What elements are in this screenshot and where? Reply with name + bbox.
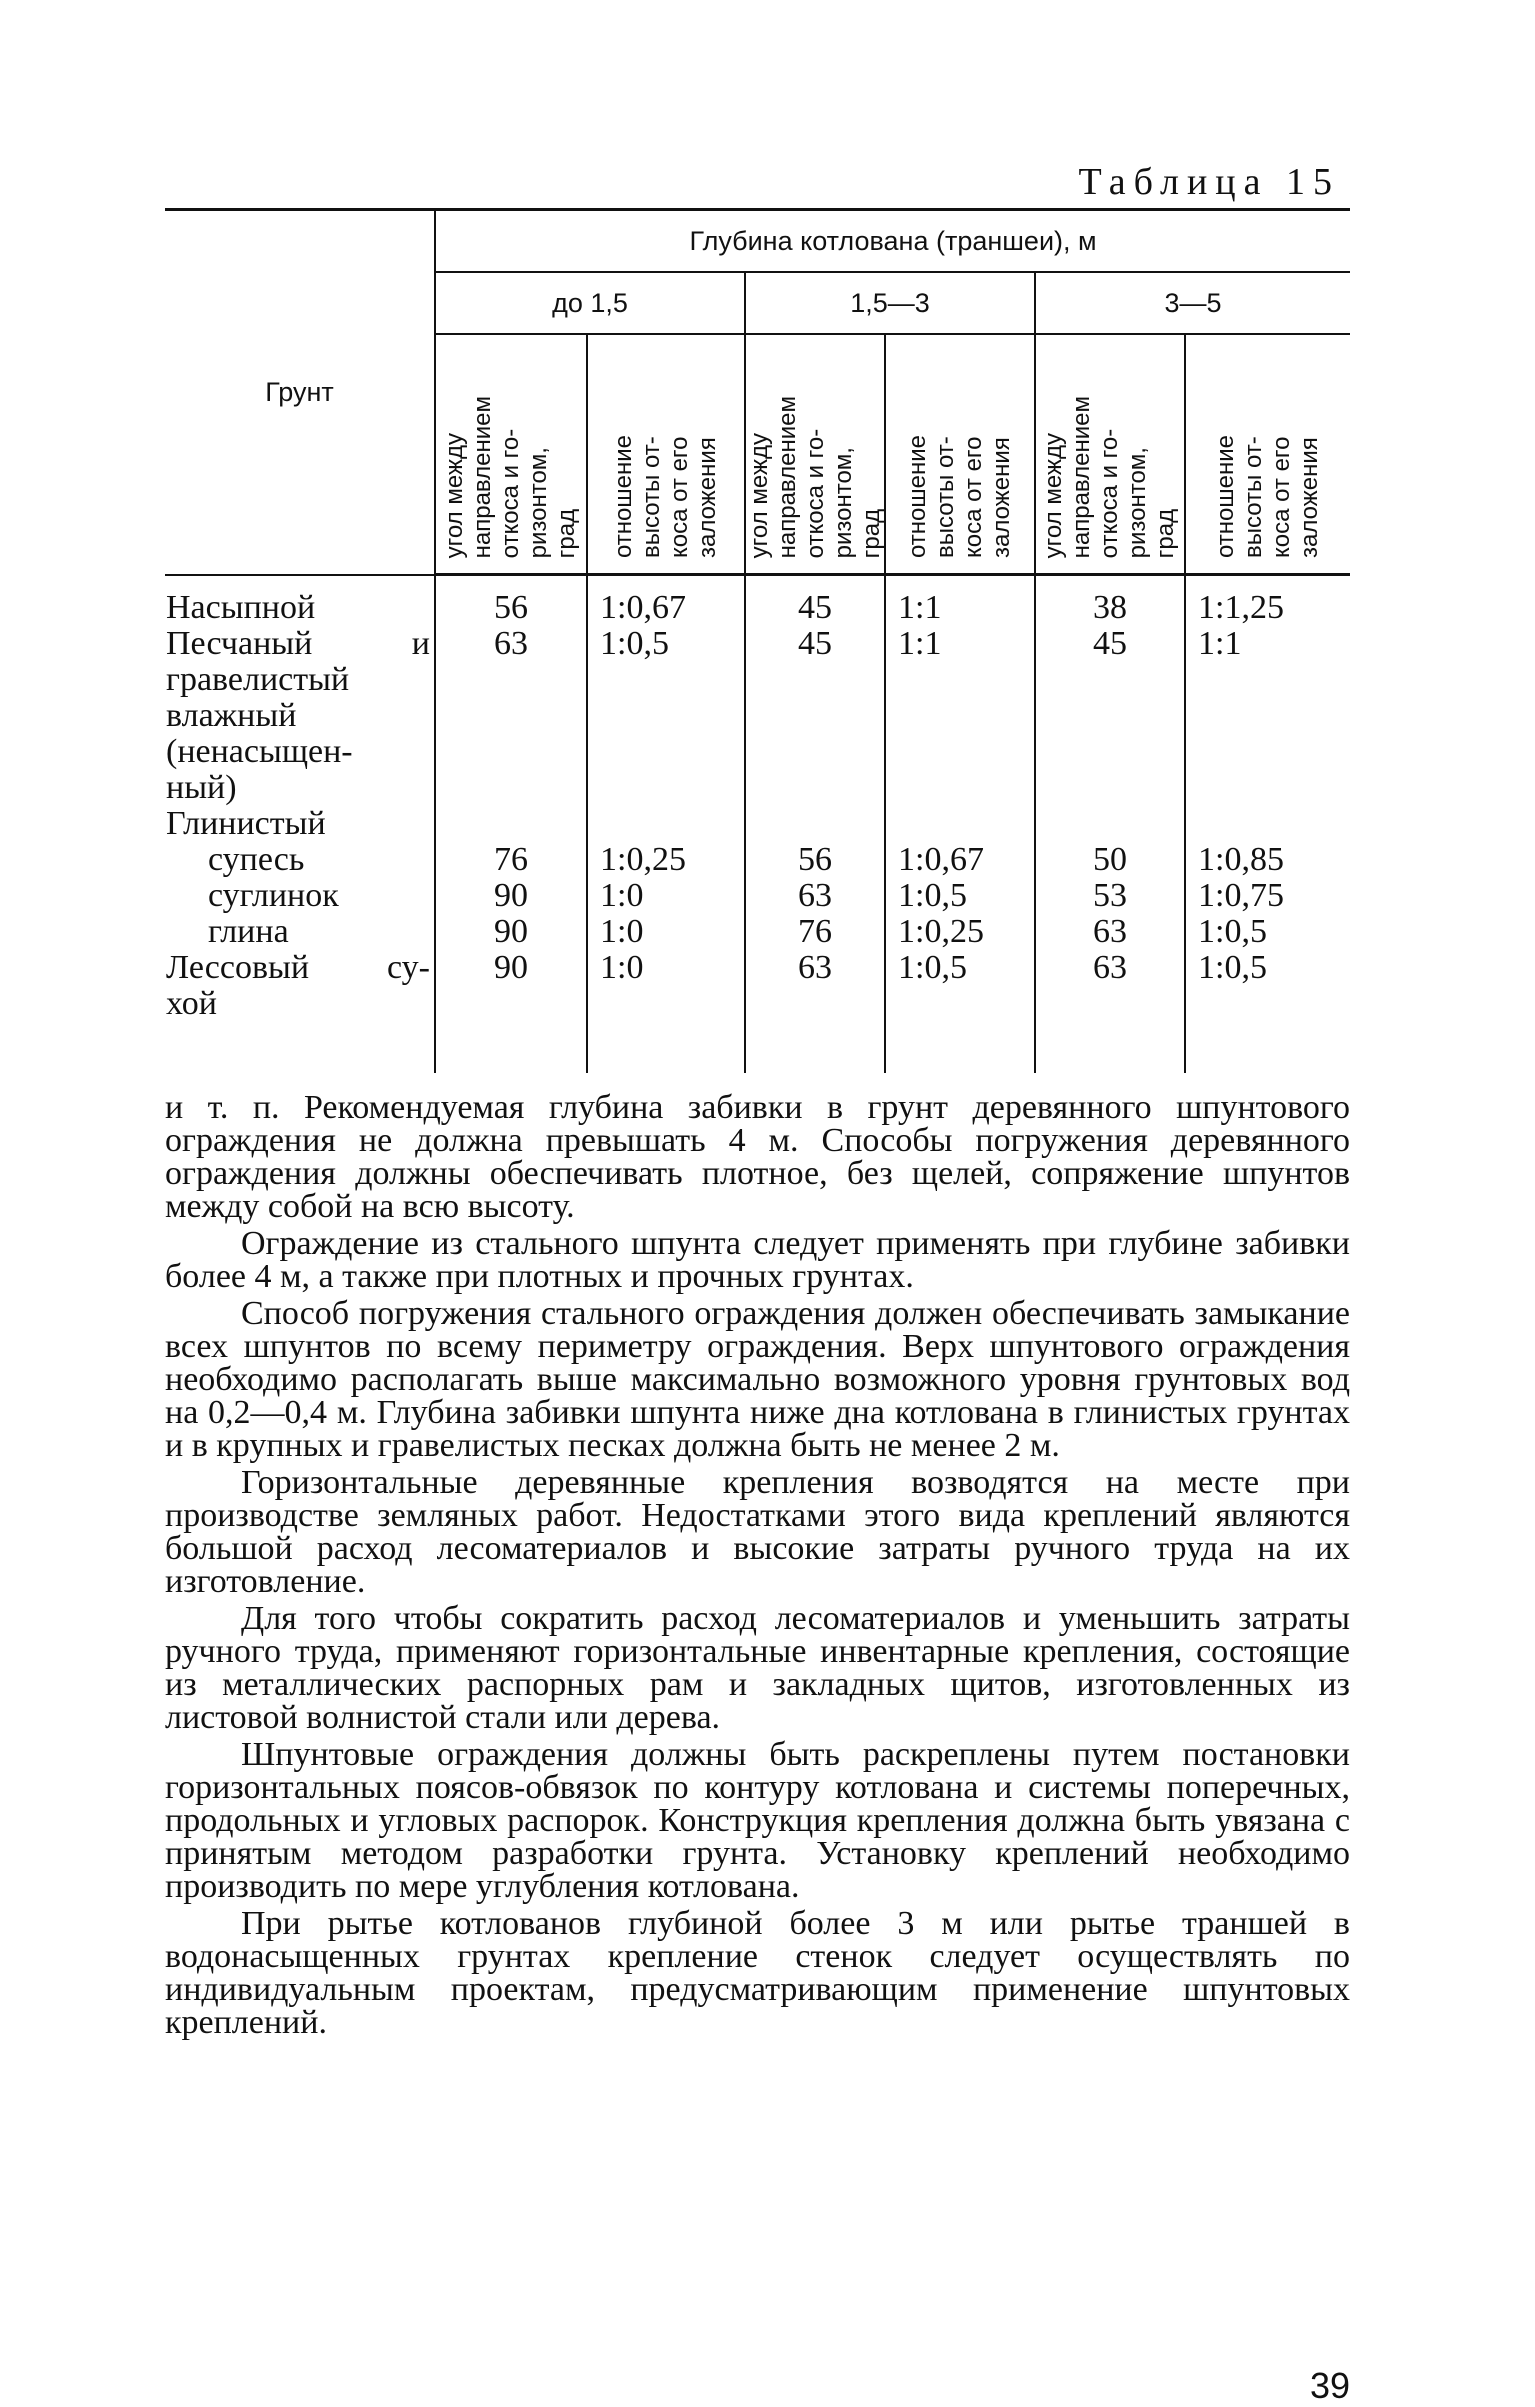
table-cell: 63 <box>798 877 832 914</box>
table-cell: 63 <box>1093 913 1127 950</box>
ratio-header <box>1185 334 1350 575</box>
table-cell: 63 <box>1093 949 1127 986</box>
table-cell: 1:0 <box>600 913 644 950</box>
paragraph: Горизонтальные деревянные крепления возводятся на месте при производстве земляных работ. Недостатками этого вида креплений являются большой расход лесоматериалов и высокие затраты ручного труда на их изготовление. <box>165 1463 1350 1600</box>
angle-header-text: угол между направлением откоса и го- ризонтом, град <box>1040 395 1179 558</box>
ratio-header <box>587 334 745 575</box>
table-cell: 1:0 <box>600 877 644 914</box>
angle-header-text: угол между направлением откоса и го- ризонтом, град <box>746 395 885 558</box>
ratio-header <box>885 334 1035 575</box>
table-cell: 1:0,67 <box>898 841 984 878</box>
table-label: Таблица 15 <box>1078 161 1340 203</box>
table-cell: 45 <box>798 625 832 662</box>
angle-header <box>435 334 587 575</box>
table-cell: 1:0,85 <box>1198 841 1284 878</box>
table-cell: 90 <box>494 913 528 950</box>
page-number: 39 <box>1309 2365 1350 2406</box>
table-cell: 76 <box>494 841 528 878</box>
angle-column <box>1035 575 1185 1073</box>
table-cell: 1:0,5 <box>898 877 967 914</box>
grunt-line: глина <box>208 912 289 950</box>
angle-header <box>745 334 885 575</box>
paragraph: Ограждение из стального шпунта следует применять при глубине забивки более 4 м, а также при плотных и прочных грунтах. <box>165 1224 1350 1295</box>
table-cell: 1:0,25 <box>898 913 984 950</box>
grunt-line: (ненасыщен- <box>166 732 353 770</box>
grunt-line: влажный <box>166 696 297 734</box>
grunt-header: Грунт <box>165 210 435 575</box>
table-cell: 1:0,5 <box>898 949 967 986</box>
paragraph: и т. п. Рекомендуемая глубина забивки в грунт деревянного шпунтового ограждения не должна превышать 4 м. Способы погружения деревянного ограждения должны обеспечивать плотное, без щелей, сопряжение шпунтов между собой на всю высоту. <box>165 1088 1350 1225</box>
table-cell: 76 <box>798 913 832 950</box>
grunt-line: Насыпной <box>166 588 316 626</box>
grunt-line: супесь <box>208 840 305 878</box>
slope-table <box>165 208 1350 1073</box>
table-cell: 1:0,5 <box>1198 949 1267 986</box>
grunt-line: Лессовый су- <box>166 948 430 986</box>
ratio-header-text: отношение высоты от- коса от его заложения <box>1212 434 1324 558</box>
table-cell: 63 <box>798 949 832 986</box>
table-cell: 1:1 <box>898 625 942 662</box>
table-cell: 1:0,5 <box>1198 913 1267 950</box>
table-cell: 1:0 <box>600 949 644 986</box>
page <box>165 160 1350 2406</box>
table-cell: 56 <box>494 589 528 626</box>
table-cell: 1:1,25 <box>1198 589 1284 626</box>
paragraph: При рытье котлованов глубиной более 3 м или рытье траншей в водонасыщенных грунтах крепление стенок следует осуществлять по индивидуальным проектам, предусматривающим применение шпунтовых креплений. <box>165 1904 1350 2041</box>
range-header: 3—5 <box>1035 272 1350 334</box>
grunt-line: Песчаный и <box>166 624 430 662</box>
table-cell: 1:1 <box>898 589 942 626</box>
table-cell: 1:1 <box>1198 625 1242 662</box>
angle-header-text: угол между направлением откоса и го- ризонтом, град <box>441 395 580 558</box>
table-cell: 50 <box>1093 841 1127 878</box>
angle-column <box>435 575 587 1073</box>
ratio-column <box>1185 575 1350 1073</box>
table-cell: 56 <box>798 841 832 878</box>
angle-header <box>1035 334 1185 575</box>
paragraph: Способ погружения стального ограждения должен обеспечивать замыкание всех шпунтов по всему периметру ограждения. Верх шпунтового ограждения необходимо располагать выше максимально возможного уровня грунтовых вод на 0,2—0,4 м. Глубина забивки шпунта ниже дна котлована в глинистых грунтах и в крупных и гравелистых песках должна быть не менее 2 м. <box>165 1294 1350 1464</box>
table-cell: 38 <box>1093 589 1127 626</box>
table-cell: 90 <box>494 877 528 914</box>
table-cell: 1:0,75 <box>1198 877 1284 914</box>
paragraph: Шпунтовые ограждения должны быть раскреплены путем постановки горизонтальных поясов-обвязок по контуру котлована и системы поперечных, продольных и угловых распорок. Конструкция крепления должна быть увязана с принятым методом разработки грунта. Установку креплений необходимо производить по мере углубления котлована. <box>165 1735 1350 1905</box>
body-text <box>165 1088 1350 2041</box>
depth-header: Глубина котлована (траншеи), м <box>435 210 1350 273</box>
grunt-line: гравелистый <box>166 660 350 698</box>
table-cell: 63 <box>494 625 528 662</box>
ratio-column <box>587 575 745 1073</box>
grunt-column <box>165 575 435 1073</box>
ratio-header-text: отношение высоты от- коса от его заложения <box>610 434 721 558</box>
ratio-column <box>885 575 1035 1073</box>
table-cell: 1:0,5 <box>600 625 669 662</box>
range-header: 1,5—3 <box>745 272 1035 334</box>
table-cell: 45 <box>1093 625 1127 662</box>
table-cell: 1:0,67 <box>600 589 686 626</box>
table-cell: 53 <box>1093 877 1127 914</box>
table-cell: 90 <box>494 949 528 986</box>
grunt-line: хой <box>166 984 217 1022</box>
grunt-line: ный) <box>166 768 237 806</box>
angle-column <box>745 575 885 1073</box>
grunt-line: Глинистый <box>166 804 326 842</box>
paragraph: Для того чтобы сократить расход лесоматериалов и уменьшить затраты ручного труда, применяют горизонтальные инвентарные крепления, состоящие из металлических распорных рам и закладных щитов, изготовленных из листовой волнистой стали или дерева. <box>165 1599 1350 1736</box>
table-cell: 45 <box>798 589 832 626</box>
range-header: до 1,5 <box>435 272 745 334</box>
grunt-line: суглинок <box>208 876 339 914</box>
ratio-header-text: отношение высоты от- коса от его заложения <box>904 434 1015 558</box>
table-cell: 1:0,25 <box>600 841 686 878</box>
